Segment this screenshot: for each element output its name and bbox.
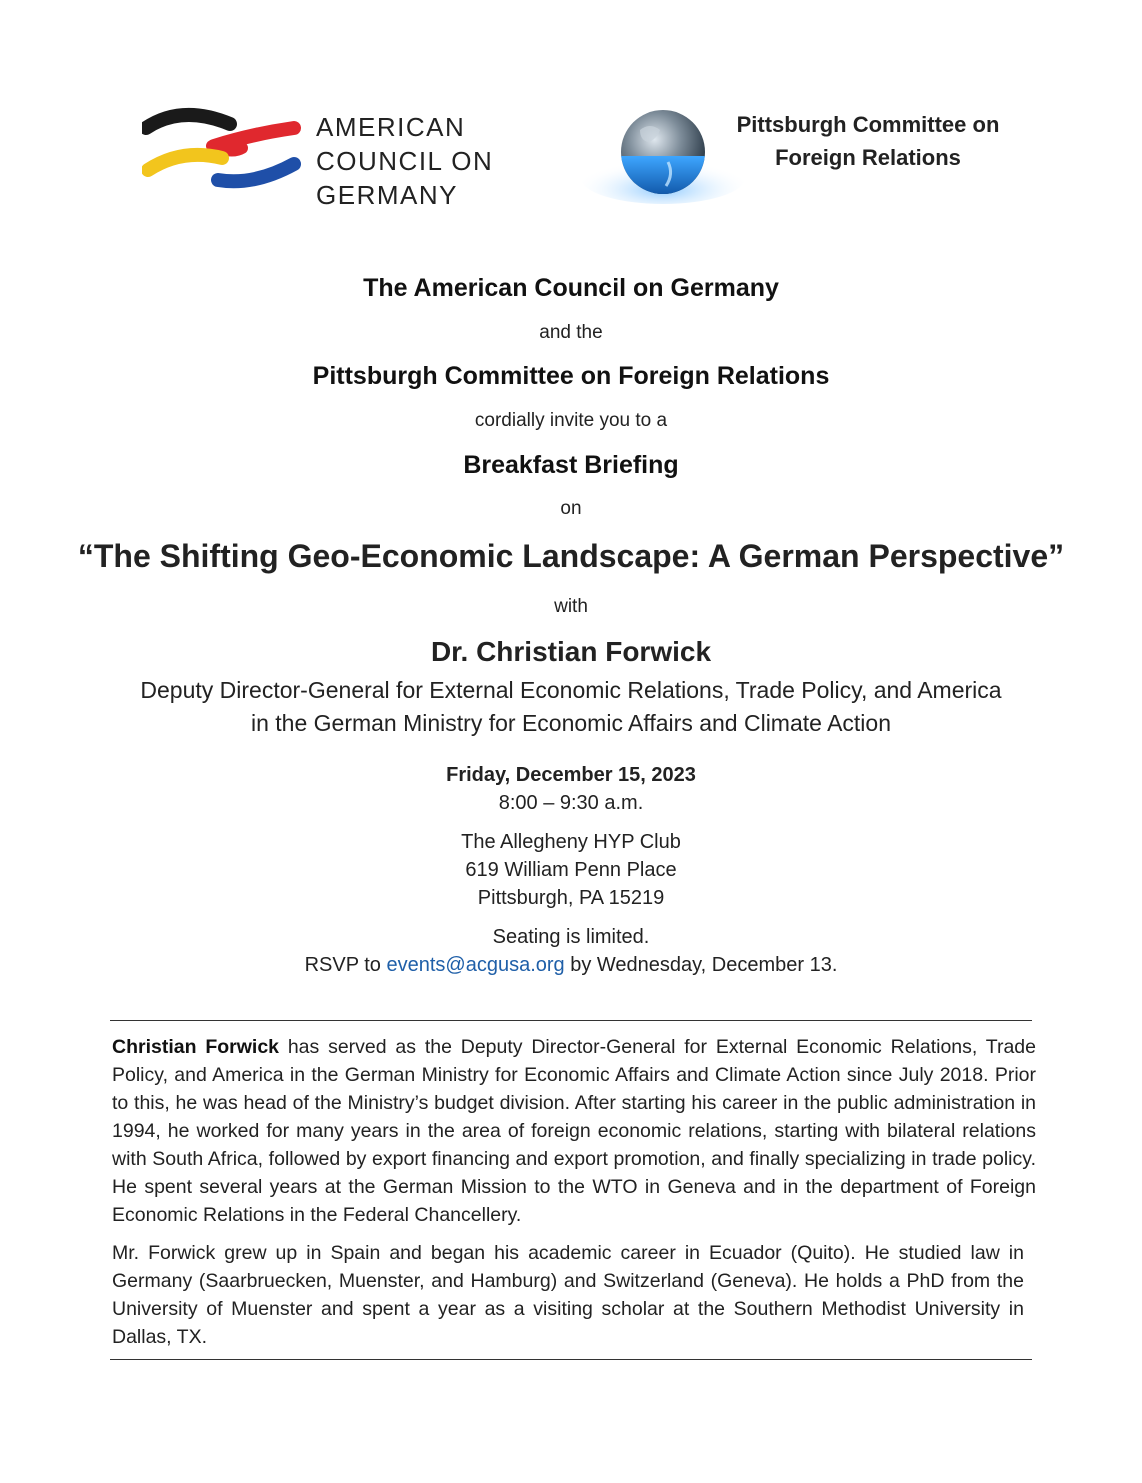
invite-line: cordially invite you to a (474, 410, 668, 431)
pcfr-wordmark (728, 108, 1008, 174)
rsvp-suffix: by Wednesday, December 13. (570, 954, 838, 976)
pcfr-wordmark-line2: Foreign Relations (775, 145, 961, 170)
acg-flag-ribbon-icon (142, 106, 302, 206)
bottom-divider (110, 1359, 1032, 1360)
bio-paragraph-2: Mr. Forwick grew up in Spain and began his academic career in Ecuador (Quito). He studied law in Germany (Saarbruecken, Muenster, and Hamburg) and Switzerland (Geneva). He holds a PhD from the University of Muenster and spent a year as a visiting scholar at the Southern Methodist University in Dallas, TX. (112, 1242, 1024, 1348)
bio-name: Christian Forwick (112, 1036, 280, 1058)
globe-icon (578, 100, 748, 210)
pcfr-logo (578, 100, 1028, 210)
and-the: and the (539, 322, 603, 343)
acg-logo (142, 106, 522, 210)
venue-street: 619 William Penn Place (465, 859, 677, 881)
venue-city: Pittsburgh, PA 15219 (477, 887, 665, 909)
bio-paragraph-1-text: has served as the Deputy Director-General for External Economic Relations, Trade Policy, and America in the German Ministry for Economic Affairs and Climate Action since July 2018. Prior to this, he was head of the Ministry’s budget division. After starting his career in the public administration in 1994, he worked for many years in the area of foreign economic relations, starting with bilateral relations with South Africa, followed by export financing and export promotion, and finally specializing in trade policy. He spent several years at the German Mission to the WTO in Geneva and in the department of Foreign Economic Relations in the Federal Chancellery. (112, 1036, 1036, 1226)
event-time: 8:00 – 9:30 a.m. (498, 792, 644, 814)
pcfr-wordmark-line1: Pittsburgh Committee on (736, 112, 1000, 137)
rsvp-prefix: RSVP to (304, 954, 381, 976)
event-date: Friday, December 15, 2023 (446, 764, 696, 786)
speaker-role-line2: in the German Ministry for Economic Affairs and Climate Action (250, 710, 891, 736)
bio-paragraph-1 (112, 1033, 1036, 1229)
event-type: Breakfast Briefing (463, 451, 679, 479)
venue-name: The Allegheny HYP Club (461, 831, 681, 853)
speaker-name: Dr. Christian Forwick (430, 636, 712, 667)
acg-wordmark-line3: GERMANY (316, 180, 458, 210)
rsvp-email-link[interactable]: events@acgusa.org (386, 954, 565, 976)
speaker-role-line1: Deputy Director-General for External Economic Relations, Trade Policy, and America (140, 677, 1002, 703)
rsvp-line (0, 954, 1142, 977)
host-2: Pittsburgh Committee on Foreign Relations (312, 362, 830, 390)
with-line: with (554, 596, 588, 617)
on-line: on (560, 498, 582, 519)
acg-wordmark-line1: AMERICAN (316, 112, 466, 142)
top-divider (110, 1020, 1032, 1021)
seating-note: Seating is limited. (492, 926, 650, 948)
acg-wordmark (316, 110, 493, 212)
event-title: “The Shifting Geo-Economic Landscape: A German Perspective” (77, 538, 1065, 574)
host-1: The American Council on Germany (363, 274, 779, 302)
acg-wordmark-line2: COUNCIL ON (316, 146, 494, 176)
